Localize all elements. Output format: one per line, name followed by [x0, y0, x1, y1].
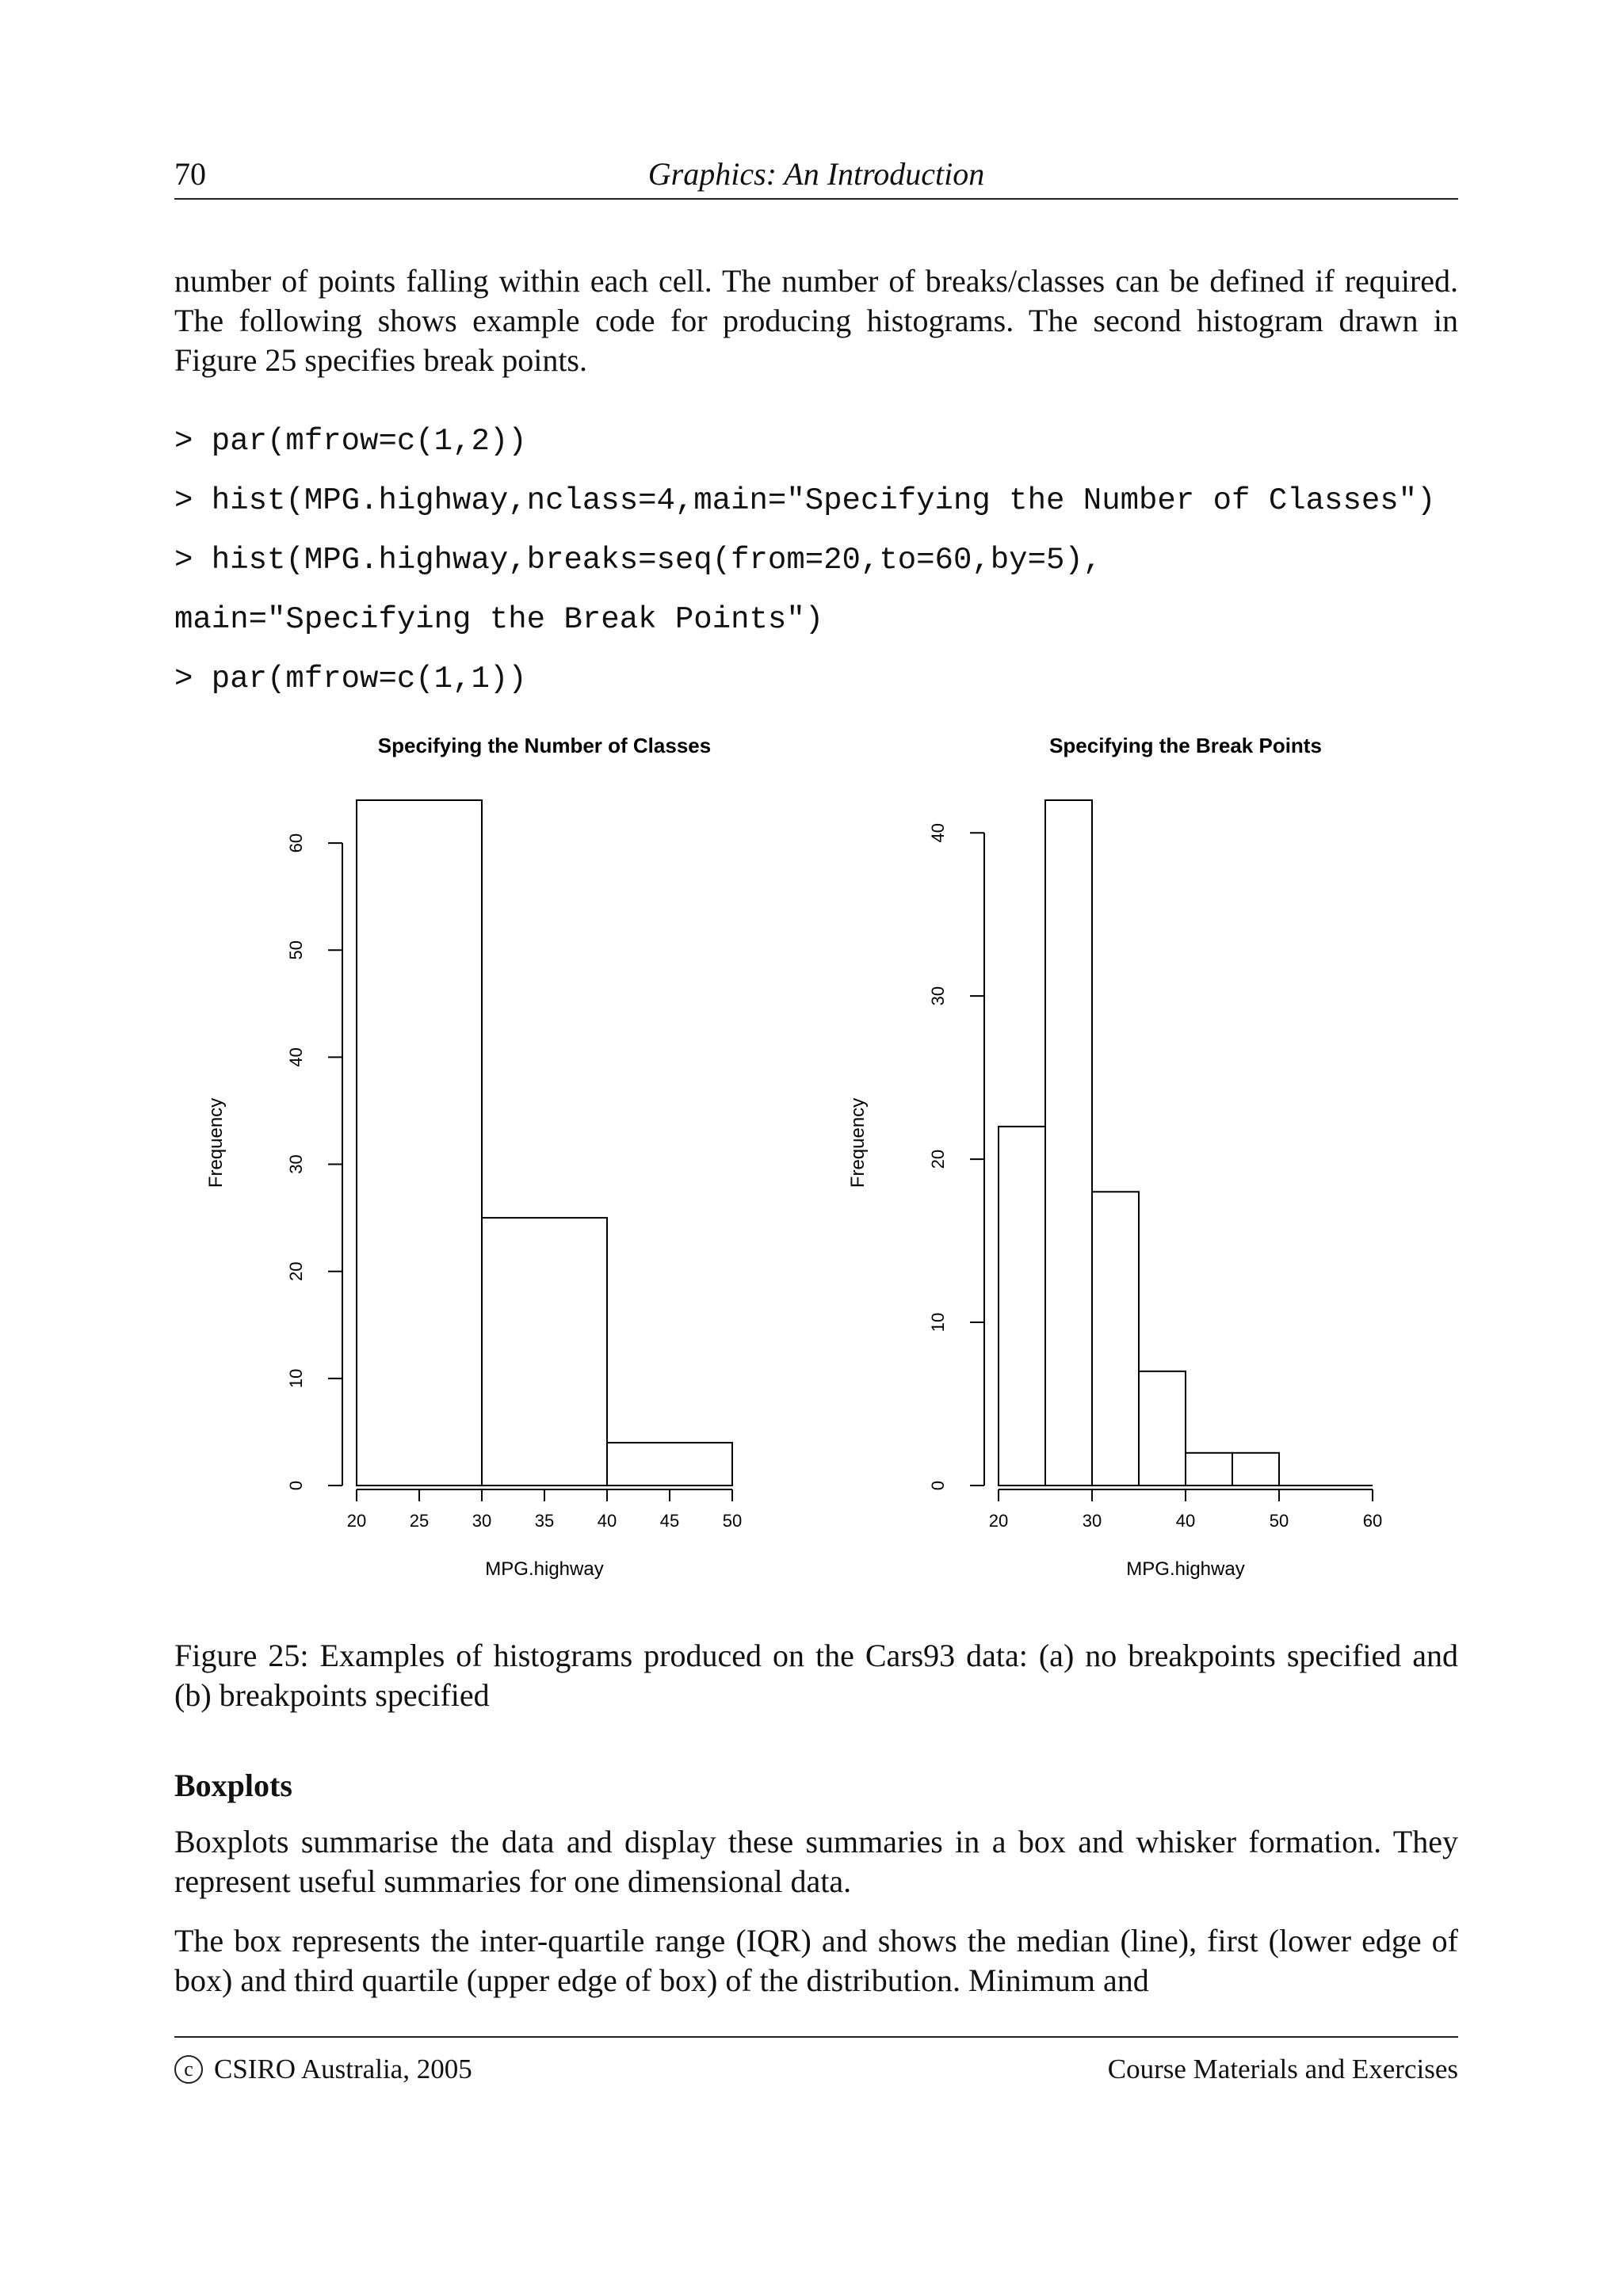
- chart1-x-tick-label-35: 35: [534, 1511, 555, 1531]
- chart2-y-label: Frequency: [847, 1097, 869, 1188]
- section-heading: Boxplots: [174, 1768, 292, 1803]
- chart1-x-tick-label-40: 40: [597, 1511, 617, 1531]
- page-footer: [174, 2036, 1458, 2101]
- running-title: Graphics: An Introduction: [647, 156, 985, 192]
- chart1-bar-1: [357, 800, 482, 1486]
- chart2-y-tick-label-30: 30: [927, 986, 948, 1006]
- chart1-x-tick-label-50: 50: [722, 1511, 743, 1531]
- chart2-y-tick-label-40: 40: [927, 822, 948, 843]
- chart2-bar-4: [1139, 1371, 1186, 1486]
- chart1-y-tick-label-40: 40: [285, 1047, 306, 1067]
- chart1-y-tick-label-60: 60: [285, 833, 306, 853]
- footer-left: [174, 2054, 472, 2085]
- chart1-bar-3: [607, 1443, 732, 1486]
- chart1-x-tick-label-25: 25: [409, 1511, 430, 1531]
- page-header: [174, 152, 1458, 200]
- page-number: 70: [174, 156, 206, 192]
- chart2-bar-3: [1092, 1192, 1139, 1486]
- chart1-y-label: Frequency: [205, 1097, 227, 1188]
- chart1-bar-2: [482, 1218, 607, 1486]
- code-line-4: main="Specifying the Break Points"): [174, 602, 824, 637]
- chart2-x-label: MPG.highway: [1126, 1558, 1245, 1580]
- histogram-figure: [174, 729, 1458, 1600]
- figure-25: [174, 729, 1458, 1600]
- chart1-x-tick-label-30: 30: [472, 1511, 492, 1531]
- boxplots-paragraph-1: Boxplots summarise the data and display these summaries in a box and whisker formation. They represent useful summaries for one dimensional data.: [174, 1824, 1458, 1899]
- code-line-5: > par(mfrow=c(1,1)): [174, 662, 527, 696]
- chart1-x-tick-label-45: 45: [659, 1511, 680, 1531]
- chart1-x-tick-label-20: 20: [346, 1511, 367, 1531]
- chart1-y-tick-label-30: 30: [285, 1154, 306, 1174]
- chart2-y-tick-label-20: 20: [927, 1149, 948, 1169]
- chart2-bar-1: [999, 1127, 1045, 1486]
- code-line-2: > hist(MPG.highway,nclass=4,main="Specifying the Number of Classes"): [174, 483, 1436, 518]
- chart2-x-tick-label-50: 50: [1269, 1511, 1289, 1531]
- chart2-title: Specifying the Break Points: [1049, 734, 1322, 757]
- footer-left-text: CSIRO Australia, 2005: [214, 2054, 472, 2084]
- chart1-y-tick-label-0: 0: [285, 1480, 306, 1491]
- chart2-x-tick-label-40: 40: [1175, 1511, 1196, 1531]
- chart2-x-tick-label-60: 60: [1362, 1511, 1383, 1531]
- footer-right-text: Course Materials and Exercises: [1107, 2054, 1458, 2084]
- chart1-x-label: MPG.highway: [485, 1558, 604, 1580]
- chart1-title: Specifying the Number of Classes: [377, 734, 712, 757]
- chart2-bar-2: [1045, 800, 1092, 1486]
- chart2-bar-6: [1232, 1453, 1279, 1486]
- code-line-1: > par(mfrow=c(1,2)): [174, 424, 527, 459]
- figure-caption: Figure 25: Examples of histograms produced on the Cars93 data: (a) no breakpoints specified and (b) breakpoints specified: [174, 1638, 1458, 1713]
- chart1-y-tick-label-10: 10: [285, 1368, 306, 1389]
- chart2-y-tick-label-10: 10: [927, 1312, 948, 1333]
- boxplots-paragraph-2: The box represents the inter-quartile range (IQR) and shows the median (line), first (lower edge of box) and third quartile (upper edge of box) of the distribution. Minimum and: [174, 1923, 1458, 1998]
- intro-paragraph: number of points falling within each cell. The number of breaks/classes can be defined if required. The following shows example code for producing histograms. The second histogram drawn in Figure 25 specifies break points.: [174, 263, 1458, 378]
- chart2-y-tick-label-0: 0: [927, 1480, 948, 1491]
- chart1-y-tick-label-20: 20: [285, 1261, 306, 1281]
- code-line-3: > hist(MPG.highway,breaks=seq(from=20,to=60,by=5),: [174, 543, 1102, 578]
- chart2-x-tick-label-30: 30: [1082, 1511, 1102, 1531]
- chart2-bar-5: [1186, 1453, 1232, 1486]
- chart1-y-tick-label-50: 50: [285, 940, 306, 960]
- copyright-icon: c: [174, 2055, 203, 2084]
- chart2-x-tick-label-20: 20: [988, 1511, 1009, 1531]
